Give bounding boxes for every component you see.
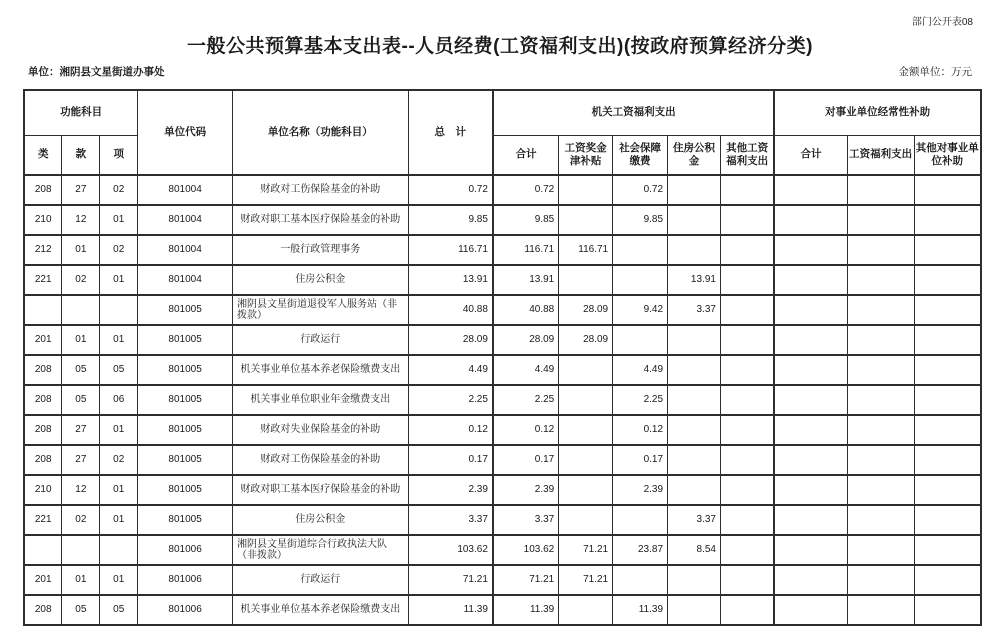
cell-class: 208 <box>24 175 62 205</box>
cell-g1-social-security: 4.49 <box>613 355 668 385</box>
cell-sub-item: 01 <box>100 265 138 295</box>
cell-item: 27 <box>62 415 100 445</box>
header-class: 类 <box>24 136 62 176</box>
cell-class: 208 <box>24 385 62 415</box>
cell-total: 4.49 <box>408 355 493 385</box>
cell-unit-name: 机关事业单位职业年金缴费支出 <box>233 385 409 415</box>
cell-g1-subtotal: 2.25 <box>493 385 559 415</box>
cell-g2-wage-welfare <box>847 205 914 235</box>
cell-g2-wage-welfare <box>847 325 914 355</box>
cell-unit-name: 行政运行 <box>233 325 409 355</box>
cell-unit-name: 住房公积金 <box>233 265 409 295</box>
cell-g1-social-security: 23.87 <box>613 535 668 565</box>
cell-g1-wage-bonus <box>559 205 613 235</box>
cell-unit-code: 801004 <box>138 265 233 295</box>
table-row <box>24 205 981 235</box>
cell-unit-name: 机关事业单位基本养老保险缴费支出 <box>233 355 409 385</box>
cell-g1-wage-bonus <box>559 175 613 205</box>
cell-g2-subtotal <box>774 535 847 565</box>
cell-g1-social-security: 0.72 <box>613 175 668 205</box>
table-row <box>24 175 981 205</box>
cell-g1-housing-fund: 3.37 <box>668 295 721 325</box>
cell-g1-housing-fund <box>668 565 721 595</box>
cell-g2-subtotal <box>774 355 847 385</box>
cell-g1-subtotal: 4.49 <box>493 355 559 385</box>
cell-unit-name: 财政对职工基本医疗保险基金的补助 <box>233 205 409 235</box>
cell-total: 2.25 <box>408 385 493 415</box>
cell-g1-housing-fund <box>668 595 721 625</box>
cell-g1-social-security: 11.39 <box>613 595 668 625</box>
cell-g1-other <box>720 595 774 625</box>
cell-unit-code: 801006 <box>138 565 233 595</box>
cell-g1-housing-fund <box>668 385 721 415</box>
header-sub-item: 项 <box>100 136 138 176</box>
cell-g1-other <box>720 205 774 235</box>
cell-g1-social-security: 0.17 <box>613 445 668 475</box>
cell-g2-wage-welfare <box>847 475 914 505</box>
cell-unit-code: 801005 <box>138 475 233 505</box>
cell-item <box>62 295 100 325</box>
cell-unit-name: 湘阴县文星街道退役军人服务站（非拨款） <box>233 295 409 325</box>
cell-class: 221 <box>24 505 62 535</box>
cell-g1-housing-fund <box>668 415 721 445</box>
cell-g1-housing-fund <box>668 445 721 475</box>
cell-g1-social-security: 0.12 <box>613 415 668 445</box>
cell-g2-wage-welfare <box>847 565 914 595</box>
cell-g1-wage-bonus: 116.71 <box>559 235 613 265</box>
cell-g1-housing-fund <box>668 175 721 205</box>
cell-unit-code: 801006 <box>138 595 233 625</box>
cell-class: 208 <box>24 445 62 475</box>
cell-unit-name: 住房公积金 <box>233 505 409 535</box>
cell-class: 201 <box>24 325 62 355</box>
cell-g1-other <box>720 385 774 415</box>
cell-sub-item: 06 <box>100 385 138 415</box>
cell-item: 27 <box>62 445 100 475</box>
cell-unit-name: 湘阴县文星街道综合行政执法大队（非拨款） <box>233 535 409 565</box>
cell-total: 28.09 <box>408 325 493 355</box>
cell-class: 210 <box>24 475 62 505</box>
cell-g1-social-security: 9.85 <box>613 205 668 235</box>
cell-g1-wage-bonus: 71.21 <box>559 535 613 565</box>
amount-unit-label: 金额单位：万元 <box>898 66 972 78</box>
cell-g1-subtotal: 0.17 <box>493 445 559 475</box>
cell-g2-subtotal <box>774 205 847 235</box>
table-row <box>24 535 981 565</box>
cell-g1-social-security: 9.42 <box>613 295 668 325</box>
cell-g2-subtotal <box>774 445 847 475</box>
cell-g1-other <box>720 235 774 265</box>
header-row-groups <box>24 90 981 136</box>
cell-g1-social-security <box>613 565 668 595</box>
cell-g1-social-security <box>613 505 668 535</box>
cell-total: 103.62 <box>408 535 493 565</box>
cell-g1-other <box>720 355 774 385</box>
cell-g1-housing-fund <box>668 475 721 505</box>
header-total: 总 计 <box>408 90 493 175</box>
cell-g1-other <box>720 175 774 205</box>
cell-g2-subtotal <box>774 235 847 265</box>
cell-g2-wage-welfare <box>847 445 914 475</box>
cell-sub-item: 02 <box>100 445 138 475</box>
cell-total: 3.37 <box>408 505 493 535</box>
header-g2-wage-welfare: 工资福利支出 <box>847 136 914 176</box>
cell-g1-subtotal: 116.71 <box>493 235 559 265</box>
cell-sub-item: 05 <box>100 595 138 625</box>
header-func-subject: 功能科目 <box>24 90 138 136</box>
cell-g2-other <box>914 205 981 235</box>
cell-g1-subtotal: 103.62 <box>493 535 559 565</box>
cell-g1-other <box>720 565 774 595</box>
cell-g1-subtotal: 0.12 <box>493 415 559 445</box>
cell-g2-wage-welfare <box>847 415 914 445</box>
cell-g1-subtotal: 2.39 <box>493 475 559 505</box>
cell-g1-social-security <box>613 325 668 355</box>
cell-unit-code: 801005 <box>138 325 233 355</box>
cell-g1-wage-bonus <box>559 475 613 505</box>
cell-g1-subtotal: 9.85 <box>493 205 559 235</box>
cell-g2-wage-welfare <box>847 175 914 205</box>
cell-g1-subtotal: 40.88 <box>493 295 559 325</box>
cell-g2-other <box>914 295 981 325</box>
cell-sub-item <box>100 295 138 325</box>
cell-g1-wage-bonus: 28.09 <box>559 325 613 355</box>
cell-g2-other <box>914 235 981 265</box>
cell-total: 40.88 <box>408 295 493 325</box>
doc-number-label: 部门公开表08 <box>911 17 973 28</box>
table-row <box>24 235 981 265</box>
cell-g1-wage-bonus <box>559 445 613 475</box>
cell-g2-other <box>914 265 981 295</box>
cell-g2-subtotal <box>774 505 847 535</box>
cell-g2-other <box>914 595 981 625</box>
table-row <box>24 565 981 595</box>
header-g1-wage-bonus: 工资奖金津补贴 <box>559 136 613 176</box>
cell-item: 02 <box>62 265 100 295</box>
table-row <box>24 475 981 505</box>
cell-g2-subtotal <box>774 295 847 325</box>
cell-g2-wage-welfare <box>847 385 914 415</box>
cell-unit-code: 801004 <box>138 205 233 235</box>
cell-g2-other <box>914 565 981 595</box>
cell-g1-social-security: 2.25 <box>613 385 668 415</box>
table-row <box>24 505 981 535</box>
header-item: 款 <box>62 136 100 176</box>
cell-class: 201 <box>24 565 62 595</box>
table-row <box>24 595 981 625</box>
cell-unit-code: 801005 <box>138 445 233 475</box>
cell-g2-wage-welfare <box>847 295 914 325</box>
cell-g1-wage-bonus: 71.21 <box>559 565 613 595</box>
cell-item: 12 <box>62 205 100 235</box>
cell-g2-subtotal <box>774 565 847 595</box>
cell-g1-other <box>720 475 774 505</box>
cell-g2-subtotal <box>774 475 847 505</box>
cell-g1-other <box>720 445 774 475</box>
cell-g1-housing-fund <box>668 355 721 385</box>
cell-unit-code: 801005 <box>138 355 233 385</box>
cell-g1-subtotal: 13.91 <box>493 265 559 295</box>
cell-item: 27 <box>62 175 100 205</box>
header-g1-subtotal: 合计 <box>493 136 559 176</box>
cell-item <box>62 535 100 565</box>
cell-unit-code: 801005 <box>138 415 233 445</box>
cell-sub-item: 02 <box>100 175 138 205</box>
cell-g2-wage-welfare <box>847 265 914 295</box>
cell-unit-code: 801004 <box>138 175 233 205</box>
cell-total: 116.71 <box>408 235 493 265</box>
cell-g2-subtotal <box>774 415 847 445</box>
cell-g1-other <box>720 295 774 325</box>
cell-g2-other <box>914 355 981 385</box>
table-row <box>24 385 981 415</box>
cell-item: 12 <box>62 475 100 505</box>
cell-item: 01 <box>62 235 100 265</box>
cell-class: 208 <box>24 355 62 385</box>
cell-class: 221 <box>24 265 62 295</box>
cell-total: 11.39 <box>408 595 493 625</box>
cell-g1-wage-bonus <box>559 415 613 445</box>
cell-sub-item: 01 <box>100 205 138 235</box>
cell-g2-other <box>914 175 981 205</box>
header-group-org-wage-welfare: 机关工资福利支出 <box>493 90 774 136</box>
cell-g1-subtotal: 11.39 <box>493 595 559 625</box>
cell-g2-wage-welfare <box>847 595 914 625</box>
cell-g2-other <box>914 415 981 445</box>
cell-g1-housing-fund <box>668 205 721 235</box>
cell-g1-subtotal: 3.37 <box>493 505 559 535</box>
cell-total: 9.85 <box>408 205 493 235</box>
cell-g1-housing-fund: 8.54 <box>668 535 721 565</box>
cell-g1-wage-bonus <box>559 355 613 385</box>
cell-g2-other <box>914 475 981 505</box>
table-header <box>24 90 981 175</box>
cell-g1-wage-bonus <box>559 505 613 535</box>
cell-sub-item: 02 <box>100 235 138 265</box>
cell-sub-item <box>100 535 138 565</box>
cell-g2-other <box>914 445 981 475</box>
cell-unit-code: 801005 <box>138 505 233 535</box>
cell-g1-social-security <box>613 265 668 295</box>
cell-g1-wage-bonus <box>559 595 613 625</box>
table-row <box>24 355 981 385</box>
cell-sub-item: 05 <box>100 355 138 385</box>
cell-g2-wage-welfare <box>847 505 914 535</box>
cell-g1-housing-fund: 3.37 <box>668 505 721 535</box>
cell-unit-name: 一般行政管理事务 <box>233 235 409 265</box>
cell-item: 01 <box>62 325 100 355</box>
table-row <box>24 325 981 355</box>
header-unit-code: 单位代码 <box>138 90 233 175</box>
cell-g2-subtotal <box>774 385 847 415</box>
cell-class: 212 <box>24 235 62 265</box>
cell-total: 0.72 <box>408 175 493 205</box>
header-g1-housing-fund: 住房公积金 <box>668 136 721 176</box>
cell-g1-subtotal: 71.21 <box>493 565 559 595</box>
cell-g1-social-security: 2.39 <box>613 475 668 505</box>
cell-g1-other <box>720 325 774 355</box>
table-row <box>24 415 981 445</box>
cell-g2-wage-welfare <box>847 235 914 265</box>
cell-unit-code: 801006 <box>138 535 233 565</box>
cell-unit-name: 行政运行 <box>233 565 409 595</box>
cell-sub-item: 01 <box>100 505 138 535</box>
cell-g1-housing-fund: 13.91 <box>668 265 721 295</box>
cell-item: 01 <box>62 565 100 595</box>
header-g2-other: 其他对事业单位补助 <box>914 136 981 176</box>
cell-class: 210 <box>24 205 62 235</box>
cell-g2-wage-welfare <box>847 535 914 565</box>
cell-g1-subtotal: 0.72 <box>493 175 559 205</box>
cell-total: 13.91 <box>408 265 493 295</box>
cell-total: 71.21 <box>408 565 493 595</box>
cell-item: 05 <box>62 595 100 625</box>
cell-item: 05 <box>62 385 100 415</box>
meta-row <box>28 64 972 79</box>
cell-g1-subtotal: 28.09 <box>493 325 559 355</box>
cell-sub-item: 01 <box>100 565 138 595</box>
cell-class: 208 <box>24 595 62 625</box>
budget-table <box>23 89 982 626</box>
cell-total: 0.17 <box>408 445 493 475</box>
table-row <box>24 265 981 295</box>
header-g1-other: 其他工资福利支出 <box>720 136 774 176</box>
cell-unit-code: 801005 <box>138 385 233 415</box>
table-row <box>24 295 981 325</box>
cell-g2-subtotal <box>774 325 847 355</box>
cell-total: 0.12 <box>408 415 493 445</box>
cell-g1-wage-bonus <box>559 385 613 415</box>
cell-g2-wage-welfare <box>847 355 914 385</box>
cell-g2-other <box>914 325 981 355</box>
cell-g1-other <box>720 535 774 565</box>
cell-unit-code: 801005 <box>138 295 233 325</box>
header-group-institution-subsidy: 对事业单位经常性补助 <box>774 90 981 136</box>
cell-sub-item: 01 <box>100 415 138 445</box>
cell-g2-other <box>914 535 981 565</box>
cell-g2-subtotal <box>774 265 847 295</box>
cell-class <box>24 535 62 565</box>
cell-g1-other <box>720 265 774 295</box>
table-row <box>24 445 981 475</box>
cell-g1-social-security <box>613 235 668 265</box>
cell-g2-subtotal <box>774 595 847 625</box>
page-title: 一般公共预算基本支出表--人员经费(工资福利支出)(按政府预算经济分类) <box>187 36 813 57</box>
cell-sub-item: 01 <box>100 475 138 505</box>
header-g1-social-security: 社会保障缴费 <box>613 136 668 176</box>
cell-sub-item: 01 <box>100 325 138 355</box>
cell-total: 2.39 <box>408 475 493 505</box>
cell-g2-subtotal <box>774 175 847 205</box>
header-unit-name: 单位名称（功能科目） <box>233 90 409 175</box>
cell-item: 02 <box>62 505 100 535</box>
cell-class: 208 <box>24 415 62 445</box>
cell-g1-housing-fund <box>668 325 721 355</box>
cell-unit-name: 财政对工伤保险基金的补助 <box>233 175 409 205</box>
cell-g2-other <box>914 385 981 415</box>
table-body <box>24 175 981 625</box>
cell-g1-wage-bonus: 28.09 <box>559 295 613 325</box>
cell-unit-name: 机关事业单位基本养老保险缴费支出 <box>233 595 409 625</box>
cell-unit-code: 801004 <box>138 235 233 265</box>
cell-unit-name: 财政对工伤保险基金的补助 <box>233 445 409 475</box>
header-g2-subtotal: 合计 <box>774 136 847 176</box>
cell-unit-name: 财政对职工基本医疗保险基金的补助 <box>233 475 409 505</box>
cell-unit-name: 财政对失业保险基金的补助 <box>233 415 409 445</box>
cell-class <box>24 295 62 325</box>
unit-label: 单位：湘阴县文星街道办事处 <box>28 66 165 78</box>
cell-g1-wage-bonus <box>559 265 613 295</box>
cell-g1-housing-fund <box>668 235 721 265</box>
cell-g1-other <box>720 505 774 535</box>
cell-item: 05 <box>62 355 100 385</box>
cell-g1-other <box>720 415 774 445</box>
cell-g2-other <box>914 505 981 535</box>
